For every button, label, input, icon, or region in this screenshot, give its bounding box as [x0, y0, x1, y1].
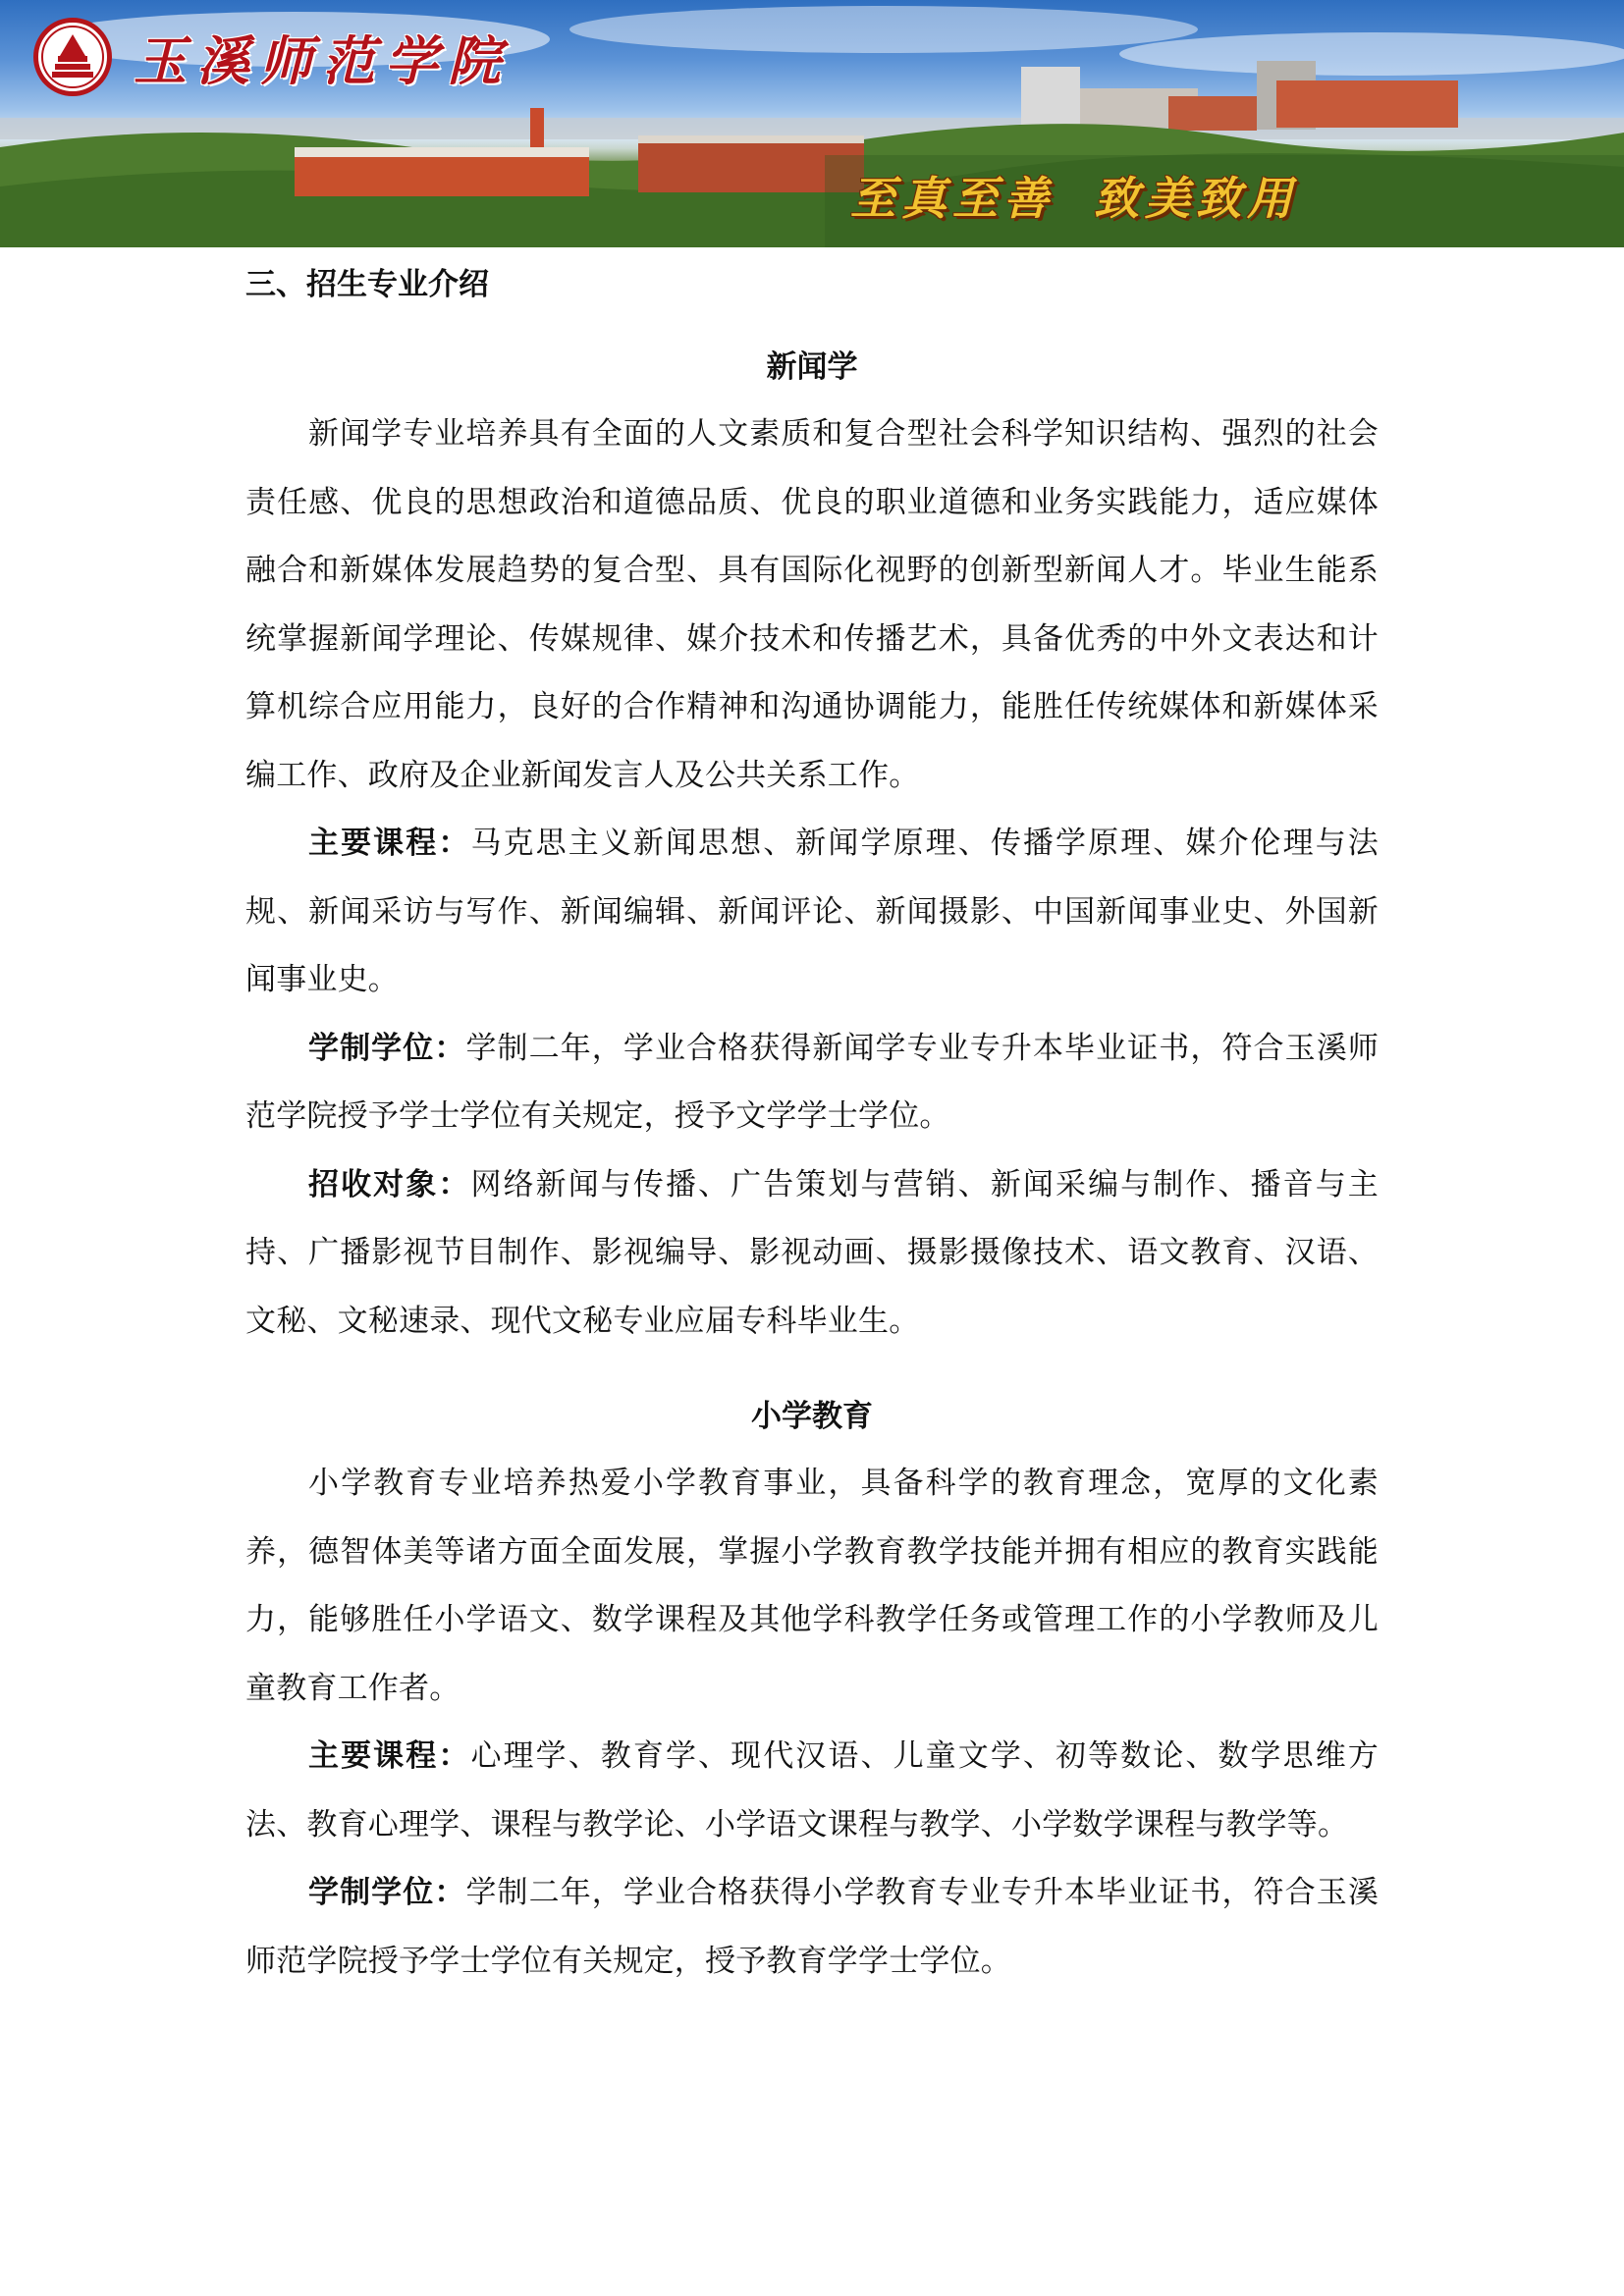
courses-label: 主要课程：: [308, 826, 471, 861]
major-intro-journalism: 新闻学专业培养具有全面的人文素质和复合型社会科学知识结构、强烈的社会责任感、优良的思想政治和道德品质、优良的职业道德和业务实践能力，适应媒体融合和新媒体发展趋势的复合型、具有国际化视野的创新型新闻人才。毕业生能系统掌握新闻学理论、传媒规律、媒介技术和传播艺术，具备优秀的中外文表达和计算机综合应用能力，良好的合作精神和沟通协调能力，能胜任传统媒体和新媒体采编工作、政府及企业新闻发言人及公共关系工作。: [245, 416, 1379, 793]
section-heading: 三、招生专业介绍: [245, 267, 489, 302]
major-title-journalism: 新闻学: [766, 349, 858, 385]
courses-paragraph-primary-education: [245, 1723, 1379, 1859]
courses-text: 马克思主义新闻思想、新闻学原理、传播学原理、媒介伦理与法规、新闻采访与写作、新闻编辑、新闻评论、新闻摄影、中国新闻事业史、外国新闻事业史。: [245, 826, 1379, 997]
header-banner: [0, 0, 1624, 247]
courses-label: 主要课程：: [308, 1738, 471, 1774]
degree-paragraph-primary-education: [245, 1859, 1379, 1996]
courses-text: 心理学、教育学、现代汉语、儿童文学、初等数论、数学思维方法、教育心理学、课程与教学论、小学语文课程与教学、小学数学课程与教学等。: [245, 1738, 1379, 1842]
degree-label: 学制学位：: [308, 1875, 466, 1910]
target-label: 招收对象：: [308, 1166, 471, 1202]
school-seal-icon: [33, 18, 112, 96]
major-title-primary-education: 小学教育: [751, 1399, 873, 1434]
target-paragraph-journalism: [245, 1151, 1379, 1357]
degree-paragraph-journalism: [245, 1015, 1379, 1151]
target-text: 网络新闻与传播、广告策划与营销、新闻采编与制作、播音与主持、广播影视节目制作、影视编导、影视动画、摄影摄像技术、语文教育、汉语、文秘、文秘速录、现代文秘专业应届专科毕业生。: [245, 1166, 1379, 1339]
major-intro-primary-education: 小学教育专业培养热爱小学教育事业，具备科学的教育理念，宽厚的文化素养，德智体美等诸方面全面发展，掌握小学教育教学技能并拥有相应的教育实践能力，能够胜任小学语文、数学课程及其他学科教学任务或管理工作的小学教师及儿童教育工作者。: [245, 1466, 1379, 1706]
courses-paragraph-journalism: [245, 810, 1379, 1015]
degree-label: 学制学位：: [308, 1030, 466, 1066]
degree-text: 学制二年，学业合格获得新闻学专业专升本毕业证书，符合玉溪师范学院授予学士学位有关规定，授予文学学士学位。: [245, 1030, 1380, 1134]
school-name: 玉溪师范学院: [134, 28, 511, 92]
motto-part-2: 致美致用: [1094, 172, 1298, 225]
school-logo: [33, 18, 511, 96]
school-motto: [850, 163, 1298, 228]
motto-part-1: 至真至善: [850, 172, 1055, 225]
degree-text: 学制二年，学业合格获得小学教育专业专升本毕业证书，符合玉溪师范学院授予学士学位有关规定，授予教育学学士学位。: [245, 1875, 1380, 1979]
document-body: [245, 261, 1379, 1996]
